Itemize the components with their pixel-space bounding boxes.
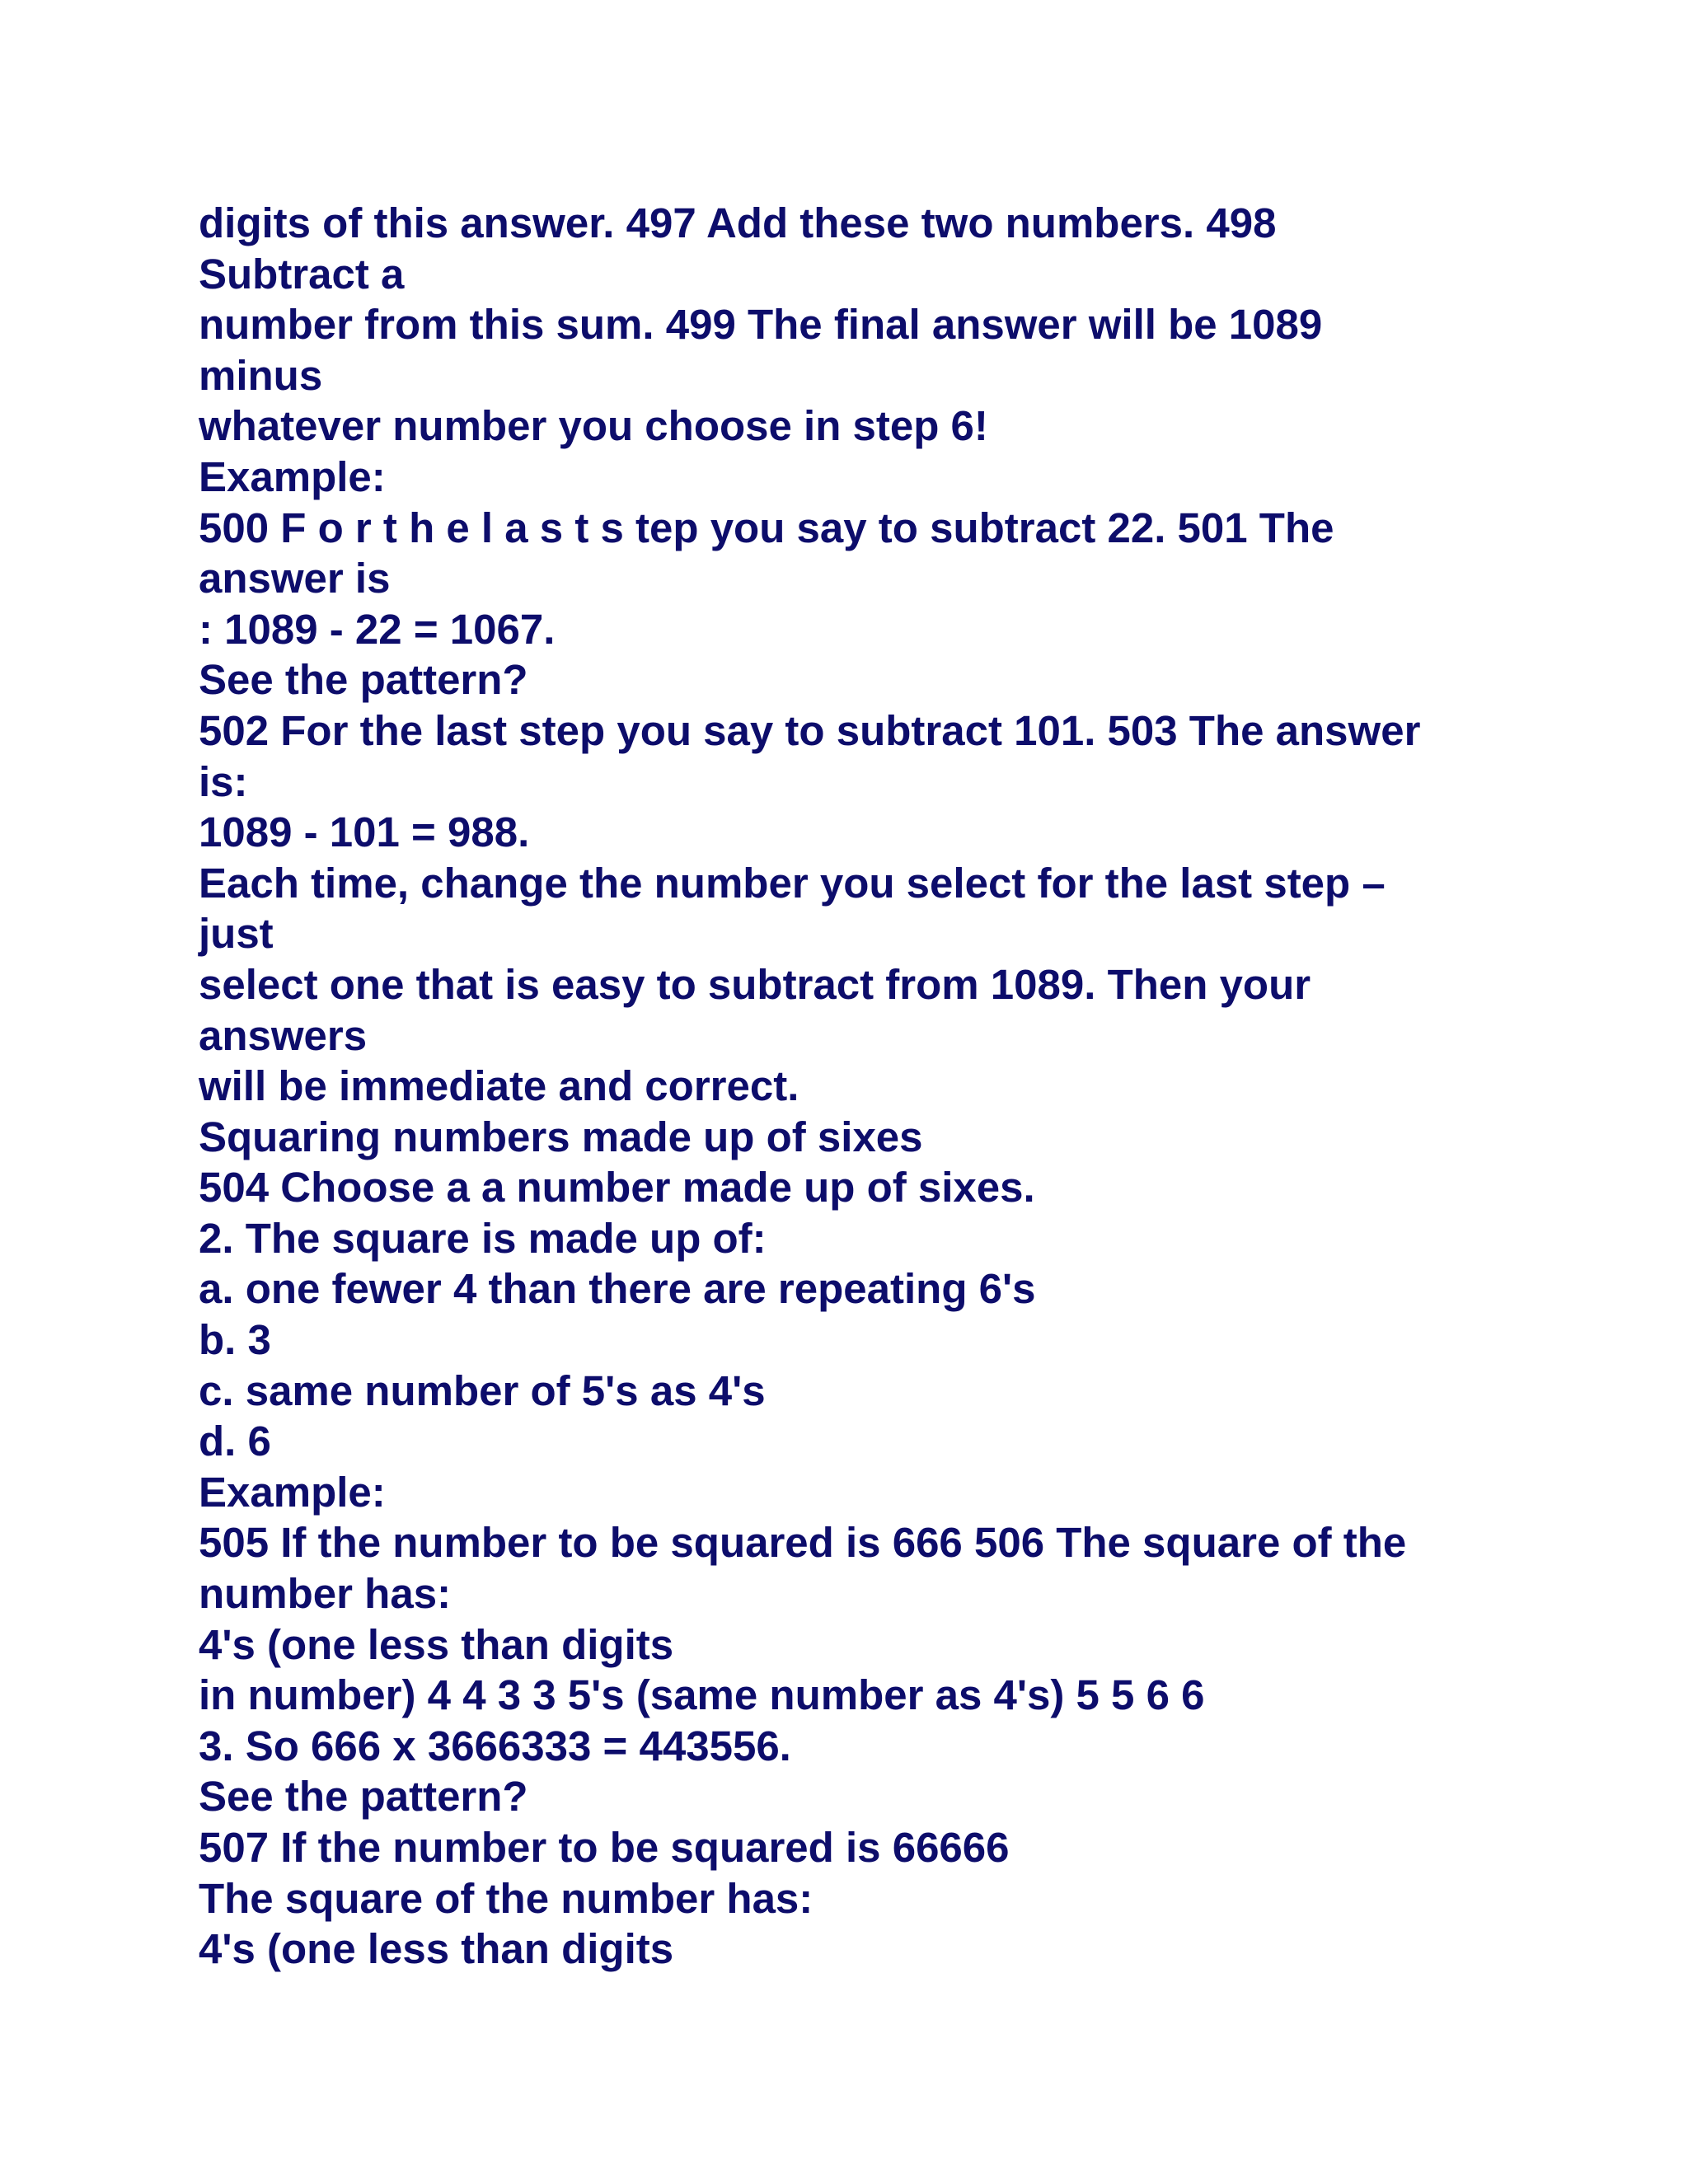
text-line: answer is (199, 555, 391, 602)
text-line: : 1089 - 22 = 1067. (199, 605, 556, 653)
text-line: 2. The square is made up of: (199, 1214, 767, 1262)
text-line: whatever number you choose in step 6! (199, 402, 988, 450)
text-line: 504 Choose a a number made up of sixes. (199, 1164, 1035, 1212)
text-line: 3. So 666 x 3666333 = 443556. (199, 1722, 791, 1769)
text-line: select one that is easy to subtract from 1089. Then your (199, 960, 1311, 1008)
text-line: The square of the number has: (199, 1874, 814, 1922)
example-heading: Example: (199, 452, 386, 500)
text-line: 1089 - 101 = 988. (199, 808, 530, 856)
text-line: is: (199, 757, 248, 805)
text-line: See the pattern? (199, 656, 528, 704)
text-line: minus (199, 351, 323, 399)
text-line: number has: (199, 1570, 452, 1618)
text-line: 500 F o r t h e l a s t s tep you say to subtract 22. 501 The (199, 504, 1334, 551)
section-heading: Squaring numbers made up of sixes (199, 1113, 923, 1160)
text-line: just (199, 910, 274, 958)
body-text (199, 198, 1550, 1975)
list-item: a. one fewer 4 than there are repeating 6's (199, 1265, 1036, 1313)
text-line: 4's (one less than digits (199, 1620, 674, 1668)
text-line: in number) 4 4 3 3 5's (same number as 4's) 5 5 6 6 (199, 1671, 1205, 1719)
text-line: See the pattern? (199, 1773, 528, 1821)
text-line: number from this sum. 499 The final answer will be 1089 (199, 301, 1323, 349)
text-line: answers (199, 1011, 368, 1059)
text-line: Subtract a (199, 250, 405, 298)
example-heading: Example: (199, 1468, 386, 1516)
text-line: 502 For the last step you say to subtract 101. 503 The answer (199, 706, 1421, 754)
list-item: b. 3 (199, 1316, 271, 1364)
text-line: 4's (one less than digits (199, 1925, 674, 1973)
text-line: Each time, change the number you select for the last step – (199, 859, 1386, 907)
list-item: d. 6 (199, 1418, 271, 1465)
list-item: c. same number of 5's as 4's (199, 1366, 766, 1414)
text-line: 505 If the number to be squared is 666 506 The square of the (199, 1519, 1407, 1567)
text-line: digits of this answer. 497 Add these two numbers. 498 (199, 199, 1277, 246)
text-line: 507 If the number to be squared is 66666 (199, 1824, 1010, 1871)
text-line: will be immediate and correct. (199, 1062, 799, 1110)
